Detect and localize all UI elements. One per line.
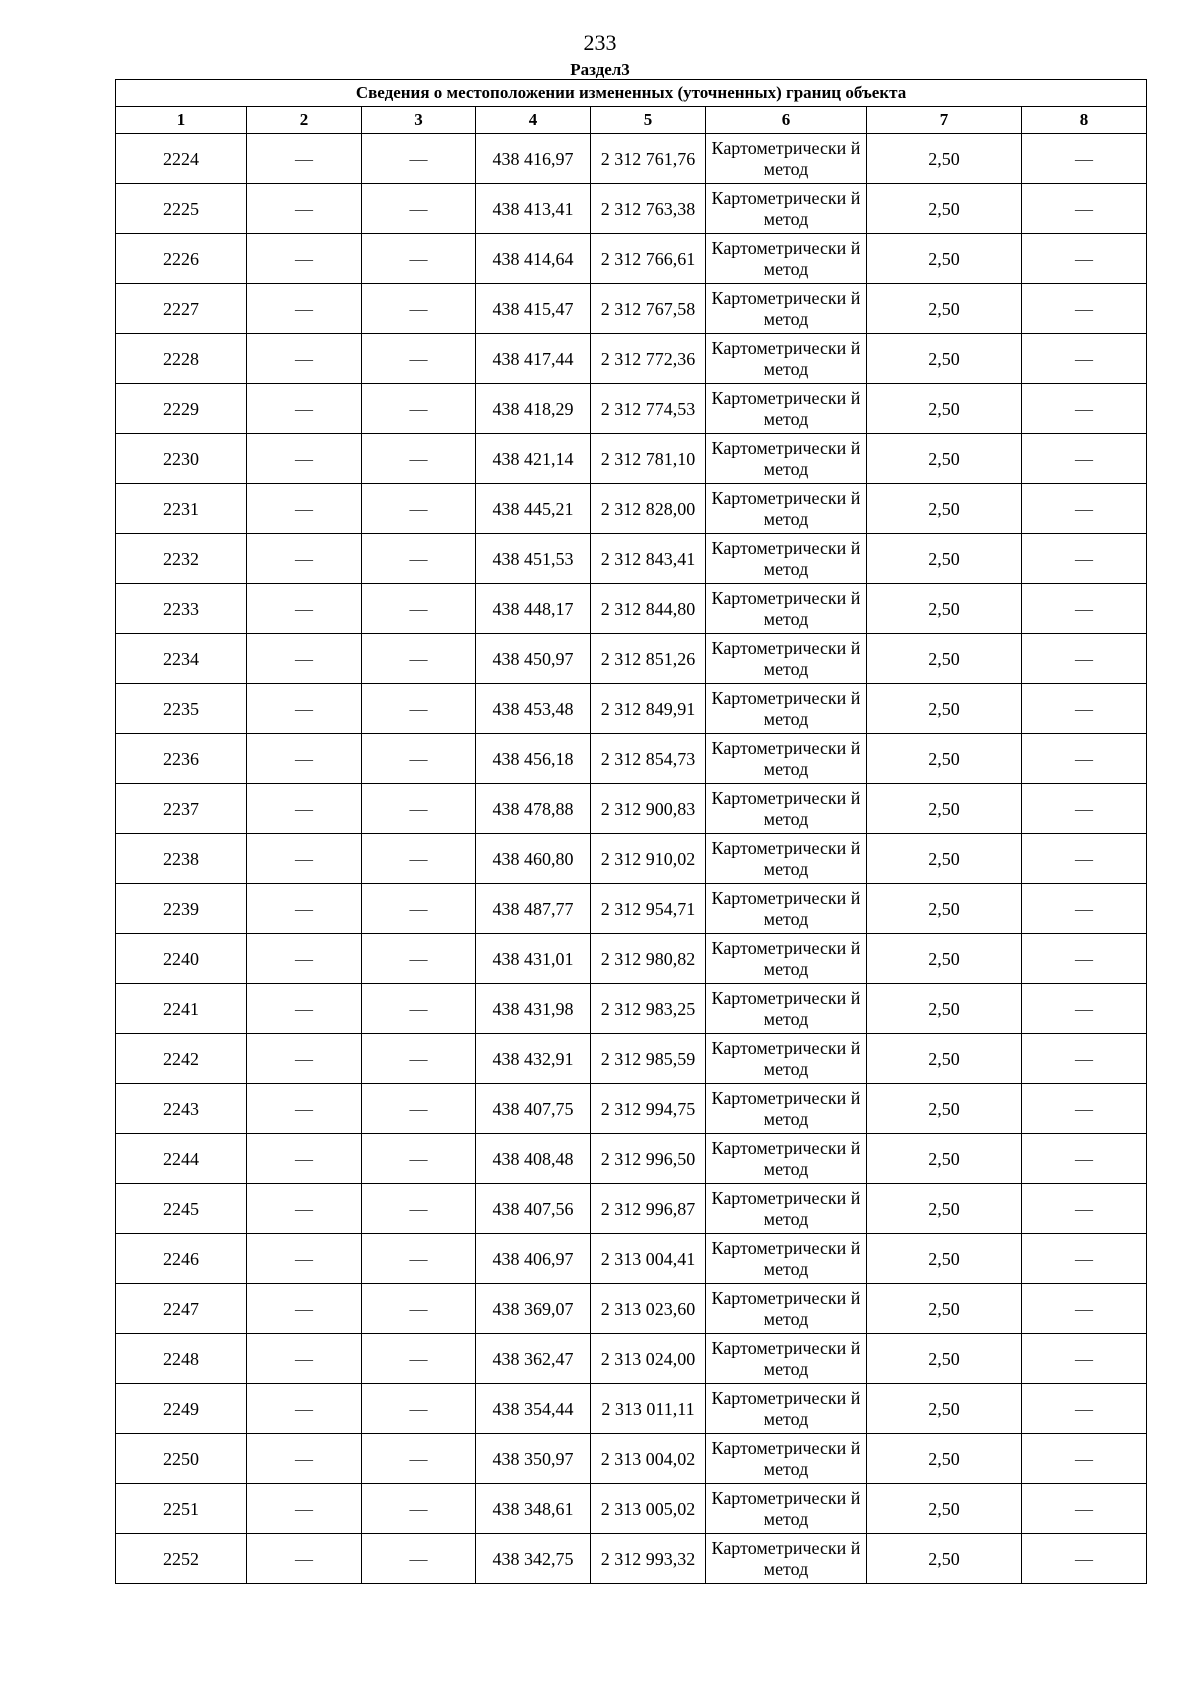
table-body bbox=[116, 134, 1147, 1584]
column-numbers-row bbox=[116, 107, 1147, 134]
method-cell: Картометрически й метод bbox=[706, 434, 867, 484]
col2-cell: — bbox=[247, 1034, 362, 1084]
col2-cell: — bbox=[247, 534, 362, 584]
table-row bbox=[116, 1484, 1147, 1534]
point-number-cell: 2242 bbox=[116, 1034, 247, 1084]
point-number-cell: 2225 bbox=[116, 184, 247, 234]
accuracy-cell: 2,50 bbox=[867, 434, 1022, 484]
point-number-cell: 2227 bbox=[116, 284, 247, 334]
col8-cell: — bbox=[1022, 1134, 1147, 1184]
col2-cell: — bbox=[247, 1534, 362, 1584]
col8-cell: — bbox=[1022, 234, 1147, 284]
col8-cell: — bbox=[1022, 834, 1147, 884]
accuracy-cell: 2,50 bbox=[867, 1084, 1022, 1134]
y-coordinate-cell: 2 312 910,02 bbox=[591, 834, 706, 884]
accuracy-cell: 2,50 bbox=[867, 234, 1022, 284]
point-number-cell: 2246 bbox=[116, 1234, 247, 1284]
table-row bbox=[116, 934, 1147, 984]
method-cell: Картометрически й метод bbox=[706, 234, 867, 284]
method-cell: Картометрически й метод bbox=[706, 284, 867, 334]
column-number-1: 1 bbox=[116, 107, 247, 134]
method-cell: Картометрически й метод bbox=[706, 134, 867, 184]
col8-cell: — bbox=[1022, 484, 1147, 534]
method-cell: Картометрически й метод bbox=[706, 684, 867, 734]
column-number-7: 7 bbox=[867, 107, 1022, 134]
method-cell: Картометрически й метод bbox=[706, 384, 867, 434]
col8-cell: — bbox=[1022, 934, 1147, 984]
method-cell: Картометрически й метод bbox=[706, 1484, 867, 1534]
column-number-5: 5 bbox=[591, 107, 706, 134]
column-number-3: 3 bbox=[362, 107, 476, 134]
method-cell: Картометрически й метод bbox=[706, 534, 867, 584]
table-row bbox=[116, 334, 1147, 384]
col3-cell: — bbox=[362, 1484, 476, 1534]
col2-cell: — bbox=[247, 1334, 362, 1384]
accuracy-cell: 2,50 bbox=[867, 734, 1022, 784]
y-coordinate-cell: 2 313 024,00 bbox=[591, 1334, 706, 1384]
method-cell: Картометрически й метод bbox=[706, 334, 867, 384]
y-coordinate-cell: 2 313 004,02 bbox=[591, 1434, 706, 1484]
col3-cell: — bbox=[362, 1184, 476, 1234]
col3-cell: — bbox=[362, 834, 476, 884]
method-cell: Картометрически й метод bbox=[706, 634, 867, 684]
section-title: Раздел3 bbox=[570, 60, 630, 79]
method-cell: Картометрически й метод bbox=[706, 1534, 867, 1584]
y-coordinate-cell: 2 312 851,26 bbox=[591, 634, 706, 684]
y-coordinate-cell: 2 312 844,80 bbox=[591, 584, 706, 634]
accuracy-cell: 2,50 bbox=[867, 934, 1022, 984]
y-coordinate-cell: 2 313 011,11 bbox=[591, 1384, 706, 1434]
table-row bbox=[116, 734, 1147, 784]
x-coordinate-cell: 438 348,61 bbox=[476, 1484, 591, 1534]
accuracy-cell: 2,50 bbox=[867, 684, 1022, 734]
col2-cell: — bbox=[247, 134, 362, 184]
x-coordinate-cell: 438 413,41 bbox=[476, 184, 591, 234]
coordinates-table bbox=[115, 79, 1147, 1584]
col2-cell: — bbox=[247, 1484, 362, 1534]
col2-cell: — bbox=[247, 184, 362, 234]
y-coordinate-cell: 2 312 900,83 bbox=[591, 784, 706, 834]
col2-cell: — bbox=[247, 884, 362, 934]
col8-cell: — bbox=[1022, 1184, 1147, 1234]
point-number-cell: 2252 bbox=[116, 1534, 247, 1584]
col3-cell: — bbox=[362, 1384, 476, 1434]
accuracy-cell: 2,50 bbox=[867, 1184, 1022, 1234]
col2-cell: — bbox=[247, 1284, 362, 1334]
accuracy-cell: 2,50 bbox=[867, 984, 1022, 1034]
col3-cell: — bbox=[362, 884, 476, 934]
col2-cell: — bbox=[247, 584, 362, 634]
y-coordinate-cell: 2 312 849,91 bbox=[591, 684, 706, 734]
col2-cell: — bbox=[247, 1184, 362, 1234]
accuracy-cell: 2,50 bbox=[867, 1284, 1022, 1334]
x-coordinate-cell: 438 445,21 bbox=[476, 484, 591, 534]
x-coordinate-cell: 438 407,56 bbox=[476, 1184, 591, 1234]
col8-cell: — bbox=[1022, 434, 1147, 484]
col2-cell: — bbox=[247, 634, 362, 684]
table-row bbox=[116, 634, 1147, 684]
y-coordinate-cell: 2 313 004,41 bbox=[591, 1234, 706, 1284]
y-coordinate-cell: 2 313 005,02 bbox=[591, 1484, 706, 1534]
point-number-cell: 2248 bbox=[116, 1334, 247, 1384]
method-cell: Картометрически й метод bbox=[706, 1134, 867, 1184]
table-row bbox=[116, 1534, 1147, 1584]
accuracy-cell: 2,50 bbox=[867, 1034, 1022, 1084]
method-cell: Картометрически й метод bbox=[706, 934, 867, 984]
y-coordinate-cell: 2 312 983,25 bbox=[591, 984, 706, 1034]
col2-cell: — bbox=[247, 1384, 362, 1434]
col3-cell: — bbox=[362, 434, 476, 484]
col3-cell: — bbox=[362, 1284, 476, 1334]
table-row bbox=[116, 984, 1147, 1034]
y-coordinate-cell: 2 312 761,76 bbox=[591, 134, 706, 184]
method-cell: Картометрически й метод bbox=[706, 784, 867, 834]
col8-cell: — bbox=[1022, 334, 1147, 384]
col8-cell: — bbox=[1022, 1234, 1147, 1284]
method-cell: Картометрически й метод bbox=[706, 1034, 867, 1084]
x-coordinate-cell: 438 414,64 bbox=[476, 234, 591, 284]
accuracy-cell: 2,50 bbox=[867, 1334, 1022, 1384]
column-number-6: 6 bbox=[706, 107, 867, 134]
x-coordinate-cell: 438 478,88 bbox=[476, 784, 591, 834]
method-cell: Картометрически й метод bbox=[706, 484, 867, 534]
table-row bbox=[116, 534, 1147, 584]
col8-cell: — bbox=[1022, 284, 1147, 334]
point-number-cell: 2233 bbox=[116, 584, 247, 634]
col3-cell: — bbox=[362, 1084, 476, 1134]
col8-cell: — bbox=[1022, 1384, 1147, 1434]
accuracy-cell: 2,50 bbox=[867, 1234, 1022, 1284]
y-coordinate-cell: 2 312 767,58 bbox=[591, 284, 706, 334]
col8-cell: — bbox=[1022, 634, 1147, 684]
col3-cell: — bbox=[362, 534, 476, 584]
x-coordinate-cell: 438 431,01 bbox=[476, 934, 591, 984]
col3-cell: — bbox=[362, 184, 476, 234]
accuracy-cell: 2,50 bbox=[867, 1434, 1022, 1484]
accuracy-cell: 2,50 bbox=[867, 634, 1022, 684]
col3-cell: — bbox=[362, 734, 476, 784]
col3-cell: — bbox=[362, 1034, 476, 1084]
point-number-cell: 2241 bbox=[116, 984, 247, 1034]
table-row bbox=[116, 134, 1147, 184]
accuracy-cell: 2,50 bbox=[867, 484, 1022, 534]
accuracy-cell: 2,50 bbox=[867, 884, 1022, 934]
col8-cell: — bbox=[1022, 684, 1147, 734]
table-row bbox=[116, 434, 1147, 484]
table-row bbox=[116, 1334, 1147, 1384]
y-coordinate-cell: 2 313 023,60 bbox=[591, 1284, 706, 1334]
x-coordinate-cell: 438 460,80 bbox=[476, 834, 591, 884]
col8-cell: — bbox=[1022, 784, 1147, 834]
table-row bbox=[116, 1284, 1147, 1334]
point-number-cell: 2250 bbox=[116, 1434, 247, 1484]
col8-cell: — bbox=[1022, 384, 1147, 434]
col8-cell: — bbox=[1022, 1534, 1147, 1584]
table-row bbox=[116, 1184, 1147, 1234]
table-row bbox=[116, 1384, 1147, 1434]
col8-cell: — bbox=[1022, 984, 1147, 1034]
y-coordinate-cell: 2 312 854,73 bbox=[591, 734, 706, 784]
col3-cell: — bbox=[362, 284, 476, 334]
accuracy-cell: 2,50 bbox=[867, 334, 1022, 384]
table-row bbox=[116, 484, 1147, 534]
method-cell: Картометрически й метод bbox=[706, 1284, 867, 1334]
col8-cell: — bbox=[1022, 884, 1147, 934]
col3-cell: — bbox=[362, 784, 476, 834]
point-number-cell: 2232 bbox=[116, 534, 247, 584]
y-coordinate-cell: 2 312 996,87 bbox=[591, 1184, 706, 1234]
y-coordinate-cell: 2 312 980,82 bbox=[591, 934, 706, 984]
col8-cell: — bbox=[1022, 534, 1147, 584]
col3-cell: — bbox=[362, 484, 476, 534]
point-number-cell: 2239 bbox=[116, 884, 247, 934]
col3-cell: — bbox=[362, 1534, 476, 1584]
y-coordinate-cell: 2 312 828,00 bbox=[591, 484, 706, 534]
method-cell: Картометрически й метод bbox=[706, 884, 867, 934]
point-number-cell: 2230 bbox=[116, 434, 247, 484]
col2-cell: — bbox=[247, 334, 362, 384]
page-number: 233 bbox=[583, 30, 617, 55]
table-row bbox=[116, 1034, 1147, 1084]
accuracy-cell: 2,50 bbox=[867, 534, 1022, 584]
table-row bbox=[116, 584, 1147, 634]
x-coordinate-cell: 438 342,75 bbox=[476, 1534, 591, 1584]
col3-cell: — bbox=[362, 1334, 476, 1384]
accuracy-cell: 2,50 bbox=[867, 584, 1022, 634]
col2-cell: — bbox=[247, 434, 362, 484]
col3-cell: — bbox=[362, 334, 476, 384]
x-coordinate-cell: 438 416,97 bbox=[476, 134, 591, 184]
x-coordinate-cell: 438 432,91 bbox=[476, 1034, 591, 1084]
point-number-cell: 2238 bbox=[116, 834, 247, 884]
method-cell: Картометрически й метод bbox=[706, 584, 867, 634]
point-number-cell: 2249 bbox=[116, 1384, 247, 1434]
method-cell: Картометрически й метод bbox=[706, 1384, 867, 1434]
col8-cell: — bbox=[1022, 1334, 1147, 1384]
y-coordinate-cell: 2 312 774,53 bbox=[591, 384, 706, 434]
method-cell: Картометрически й метод bbox=[706, 1334, 867, 1384]
table-row bbox=[116, 1234, 1147, 1284]
table-row bbox=[116, 884, 1147, 934]
method-cell: Картометрически й метод bbox=[706, 1234, 867, 1284]
accuracy-cell: 2,50 bbox=[867, 1134, 1022, 1184]
point-number-cell: 2229 bbox=[116, 384, 247, 434]
col8-cell: — bbox=[1022, 1084, 1147, 1134]
accuracy-cell: 2,50 bbox=[867, 1484, 1022, 1534]
accuracy-cell: 2,50 bbox=[867, 184, 1022, 234]
point-number-cell: 2240 bbox=[116, 934, 247, 984]
x-coordinate-cell: 438 369,07 bbox=[476, 1284, 591, 1334]
y-coordinate-cell: 2 312 985,59 bbox=[591, 1034, 706, 1084]
x-coordinate-cell: 438 421,14 bbox=[476, 434, 591, 484]
accuracy-cell: 2,50 bbox=[867, 384, 1022, 434]
x-coordinate-cell: 438 451,53 bbox=[476, 534, 591, 584]
table-row bbox=[116, 1084, 1147, 1134]
x-coordinate-cell: 438 450,97 bbox=[476, 634, 591, 684]
col3-cell: — bbox=[362, 1434, 476, 1484]
col8-cell: — bbox=[1022, 1434, 1147, 1484]
accuracy-cell: 2,50 bbox=[867, 1384, 1022, 1434]
x-coordinate-cell: 438 407,75 bbox=[476, 1084, 591, 1134]
point-number-cell: 2235 bbox=[116, 684, 247, 734]
table-row bbox=[116, 784, 1147, 834]
y-coordinate-cell: 2 312 994,75 bbox=[591, 1084, 706, 1134]
y-coordinate-cell: 2 312 766,61 bbox=[591, 234, 706, 284]
y-coordinate-cell: 2 312 781,10 bbox=[591, 434, 706, 484]
col3-cell: — bbox=[362, 1134, 476, 1184]
col2-cell: — bbox=[247, 734, 362, 784]
point-number-cell: 2231 bbox=[116, 484, 247, 534]
col2-cell: — bbox=[247, 484, 362, 534]
col8-cell: — bbox=[1022, 134, 1147, 184]
table-row bbox=[116, 834, 1147, 884]
method-cell: Картометрически й метод bbox=[706, 834, 867, 884]
col2-cell: — bbox=[247, 934, 362, 984]
point-number-cell: 2244 bbox=[116, 1134, 247, 1184]
col3-cell: — bbox=[362, 684, 476, 734]
table-row bbox=[116, 184, 1147, 234]
table-row bbox=[116, 384, 1147, 434]
x-coordinate-cell: 438 448,17 bbox=[476, 584, 591, 634]
col8-cell: — bbox=[1022, 734, 1147, 784]
col2-cell: — bbox=[247, 784, 362, 834]
col8-cell: — bbox=[1022, 1484, 1147, 1534]
col2-cell: — bbox=[247, 684, 362, 734]
table-row bbox=[116, 1434, 1147, 1484]
col8-cell: — bbox=[1022, 184, 1147, 234]
column-number-2: 2 bbox=[247, 107, 362, 134]
accuracy-cell: 2,50 bbox=[867, 1534, 1022, 1584]
table-row bbox=[116, 1134, 1147, 1184]
accuracy-cell: 2,50 bbox=[867, 784, 1022, 834]
col3-cell: — bbox=[362, 584, 476, 634]
y-coordinate-cell: 2 312 763,38 bbox=[591, 184, 706, 234]
col3-cell: — bbox=[362, 384, 476, 434]
col3-cell: — bbox=[362, 1234, 476, 1284]
y-coordinate-cell: 2 312 843,41 bbox=[591, 534, 706, 584]
col2-cell: — bbox=[247, 984, 362, 1034]
col2-cell: — bbox=[247, 1084, 362, 1134]
x-coordinate-cell: 438 415,47 bbox=[476, 284, 591, 334]
y-coordinate-cell: 2 312 772,36 bbox=[591, 334, 706, 384]
col2-cell: — bbox=[247, 384, 362, 434]
method-cell: Картометрически й метод bbox=[706, 734, 867, 784]
point-number-cell: 2243 bbox=[116, 1084, 247, 1134]
table-row bbox=[116, 234, 1147, 284]
y-coordinate-cell: 2 312 954,71 bbox=[591, 884, 706, 934]
method-cell: Картометрически й метод bbox=[706, 184, 867, 234]
point-number-cell: 2228 bbox=[116, 334, 247, 384]
point-number-cell: 2224 bbox=[116, 134, 247, 184]
accuracy-cell: 2,50 bbox=[867, 834, 1022, 884]
x-coordinate-cell: 438 406,97 bbox=[476, 1234, 591, 1284]
x-coordinate-cell: 438 418,29 bbox=[476, 384, 591, 434]
col2-cell: — bbox=[247, 234, 362, 284]
col3-cell: — bbox=[362, 134, 476, 184]
x-coordinate-cell: 438 453,48 bbox=[476, 684, 591, 734]
col3-cell: — bbox=[362, 934, 476, 984]
col8-cell: — bbox=[1022, 1034, 1147, 1084]
col3-cell: — bbox=[362, 634, 476, 684]
col2-cell: — bbox=[247, 1434, 362, 1484]
accuracy-cell: 2,50 bbox=[867, 134, 1022, 184]
column-number-8: 8 bbox=[1022, 107, 1147, 134]
column-number-4: 4 bbox=[476, 107, 591, 134]
col3-cell: — bbox=[362, 984, 476, 1034]
method-cell: Картометрически й метод bbox=[706, 1184, 867, 1234]
point-number-cell: 2247 bbox=[116, 1284, 247, 1334]
table-row bbox=[116, 284, 1147, 334]
col3-cell: — bbox=[362, 234, 476, 284]
point-number-cell: 2245 bbox=[116, 1184, 247, 1234]
table-caption: Сведения о местоположении измененных (уточненных) границ объекта bbox=[116, 80, 1147, 107]
x-coordinate-cell: 438 350,97 bbox=[476, 1434, 591, 1484]
x-coordinate-cell: 438 487,77 bbox=[476, 884, 591, 934]
x-coordinate-cell: 438 417,44 bbox=[476, 334, 591, 384]
method-cell: Картометрически й метод bbox=[706, 1084, 867, 1134]
method-cell: Картометрически й метод bbox=[706, 1434, 867, 1484]
x-coordinate-cell: 438 362,47 bbox=[476, 1334, 591, 1384]
col2-cell: — bbox=[247, 284, 362, 334]
x-coordinate-cell: 438 431,98 bbox=[476, 984, 591, 1034]
x-coordinate-cell: 438 456,18 bbox=[476, 734, 591, 784]
col2-cell: — bbox=[247, 834, 362, 884]
col2-cell: — bbox=[247, 1134, 362, 1184]
col2-cell: — bbox=[247, 1234, 362, 1284]
col8-cell: — bbox=[1022, 584, 1147, 634]
point-number-cell: 2236 bbox=[116, 734, 247, 784]
method-cell: Картометрически й метод bbox=[706, 984, 867, 1034]
table-row bbox=[116, 684, 1147, 734]
y-coordinate-cell: 2 312 996,50 bbox=[591, 1134, 706, 1184]
x-coordinate-cell: 438 354,44 bbox=[476, 1384, 591, 1434]
point-number-cell: 2251 bbox=[116, 1484, 247, 1534]
point-number-cell: 2226 bbox=[116, 234, 247, 284]
x-coordinate-cell: 438 408,48 bbox=[476, 1134, 591, 1184]
col8-cell: — bbox=[1022, 1284, 1147, 1334]
point-number-cell: 2234 bbox=[116, 634, 247, 684]
point-number-cell: 2237 bbox=[116, 784, 247, 834]
accuracy-cell: 2,50 bbox=[867, 284, 1022, 334]
y-coordinate-cell: 2 312 993,32 bbox=[591, 1534, 706, 1584]
